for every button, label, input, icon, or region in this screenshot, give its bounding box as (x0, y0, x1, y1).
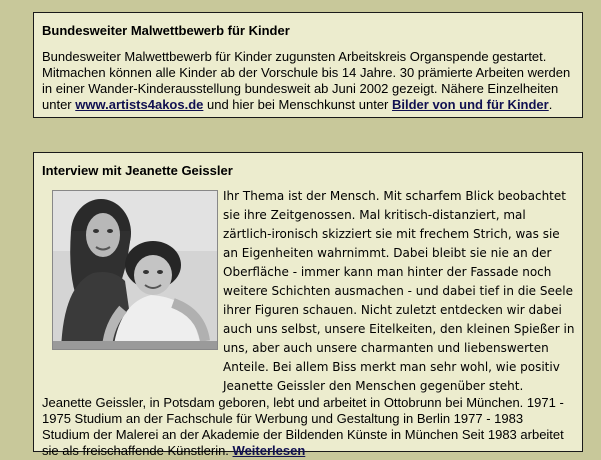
artist-bio-text: Jeanette Geissler, in Potsdam geboren, lebt und arbeitet in Ottobrunn bei München. 1971 - 1975 Studium an der Fachschule für Werbung und Gestaltung in Berlin 1977 - 1983 Studium der Malerei an der Akademie der Bildenden Künste in München Seit 1983 arbeitet sie als freischaffende Künstlerin. (42, 395, 564, 458)
news-body-text-1: Bundesweiter Malwettbewerb für Kinder zugunsten Arbeitskreis Organspende gestartet. Mitmachen können alle Kinder ab der Vorschule bis 14 Jahre. 30 prämierte Arbeiten werden in einer Wander-Kinderausstellung bundesweit ab Juni 2002 gezeigt. Nähere Einzelheiten unter (42, 49, 571, 112)
news-title-interview: Interview mit Jeanette Geissler (42, 163, 233, 178)
interview-content (42, 187, 575, 393)
interview-paragraph: Ihr Thema ist der Mensch. Mit scharfem Blick beobachtet sie ihre Zeitgenossen. Mal kritisch-distanziert, mal zärtlich-ironisch skizziert sie mit frechem Strich, was sie an Eigenheiten wahrnimmt. Dabei bleibt sie nie an der Oberfläche - immer kann man hinter der Fassade noch weitere Schichten ausmachen - und dabei tief in die Seele ihrer Figuren schauen. Nicht zuletzt entdecken wir dabei auch uns selbst, unsere Eitelkeiten, den kleinen Spießer in uns, aber auch unsere charmanten und liebenswerten Anteile. Bei allem Biss merkt man sehr wohl, wie positiv Jeanette Geissler den Menschen gegenüber steht. (223, 189, 575, 393)
news-box-malwettbewerb (33, 12, 583, 118)
bilder-kinder-link[interactable]: Bilder von und für Kinder (392, 97, 549, 112)
news-box-interview (33, 152, 583, 458)
artist-bio (42, 395, 574, 459)
artist-photo (52, 190, 218, 350)
news-body-malwettbewerb (42, 49, 574, 113)
news-title-malwettbewerb: Bundesweiter Malwettbewerb für Kinder (42, 23, 290, 38)
weiterlesen-link[interactable]: Weiterlesen (232, 443, 306, 458)
artists4akos-link[interactable]: www.artists4akos.de (75, 97, 204, 112)
news-body-text-2: und hier bei Menschkunst unter (203, 97, 392, 112)
news-body-text-3: . (548, 97, 553, 112)
